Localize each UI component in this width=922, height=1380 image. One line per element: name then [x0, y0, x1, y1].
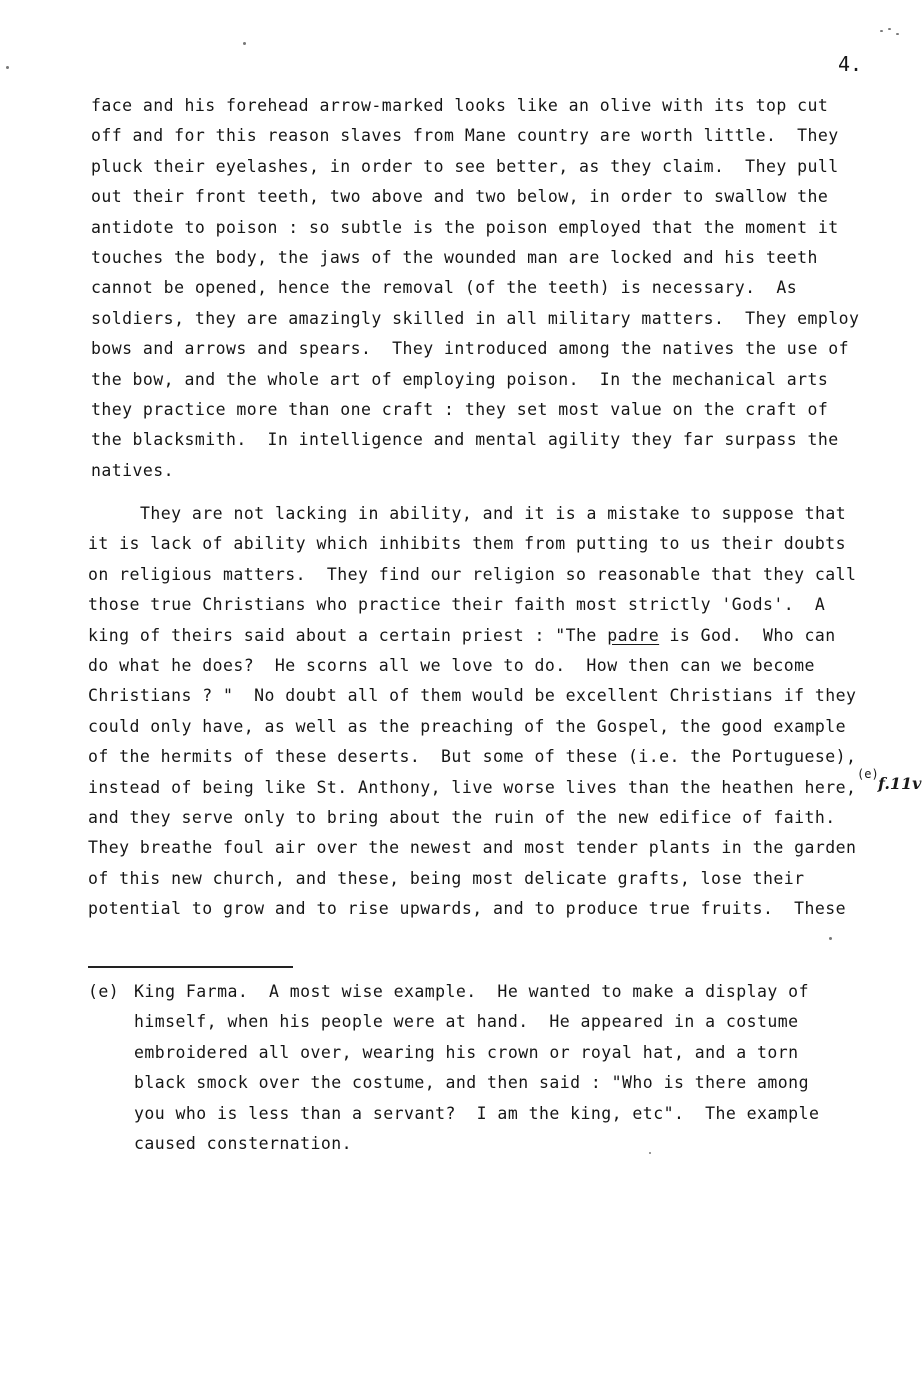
text-line: antidote to poison : so subtle is the poison employed that the moment it	[91, 217, 839, 237]
text-line: bows and arrows and spears. They introduced among the natives the use of	[91, 339, 850, 359]
text-line: it is lack of ability which inhibits them from putting to us their doubts	[88, 534, 847, 554]
scan-speck	[829, 937, 832, 940]
text-line: natives.	[91, 460, 175, 480]
scan-speck	[243, 42, 246, 45]
text-line: soldiers, they are amazingly skilled in all military matters. They employ	[91, 308, 860, 328]
margin-annotation: f.11v	[878, 774, 922, 793]
text-line: out their front teeth, two above and two below, in order to swallow the	[91, 187, 829, 207]
text-line: those true Christians who practice their faith most strictly 'Gods'. A	[88, 595, 826, 615]
text-line: off and for this reason slaves from Mane country are worth little. They	[91, 126, 839, 146]
footnote-rule	[88, 966, 293, 968]
text-line: of the hermits of these deserts. But some of these (i.e. the Portuguese),	[88, 747, 857, 767]
text-line: they practice more than one craft : they set most value on the craft of	[91, 400, 829, 419]
text-line: of this new church, and these, being most delicate grafts, lose their	[88, 868, 805, 888]
scan-speck	[896, 33, 899, 35]
page-number: 4.	[838, 52, 863, 76]
footnote-line: you who is less than a servant? I am the king, etc". The example	[134, 1103, 820, 1123]
scan-speck	[649, 1152, 651, 1154]
text-line: do what he does? He scorns all we love to do. How then can we become	[88, 656, 815, 675]
text-line: on religious matters. They find our religion so reasonable that they call	[88, 564, 857, 584]
footnote-reference: (e)	[857, 767, 879, 781]
text-line: the bow, and the whole art of employing poison. In the mechanical arts	[91, 369, 829, 389]
text-line: potential to grow and to rise upwards, and to produce true fruits. These	[88, 899, 847, 919]
text-line: instead of being like St. Anthony, live worse lives than the heathen here,	[88, 777, 857, 797]
text-line: face and his forehead arrow-marked looks like an olive with its top cut	[91, 96, 829, 115]
underlined-word: padre	[607, 625, 660, 645]
footnote-line: caused consternation.	[134, 1134, 353, 1153]
text-line: touches the body, the jaws of the wounded man are locked and his teeth	[91, 248, 818, 267]
footnote-line: King Farma. A most wise example. He wanted to make a display of	[134, 982, 809, 1001]
footnote-line: embroidered all over, wearing his crown or royal hat, and a torn	[134, 1042, 799, 1062]
text-line: king of theirs said about a certain priest : "The padre is God. Who can	[88, 625, 836, 645]
scan-speck	[888, 28, 891, 30]
footnote-marker: (e)	[88, 982, 120, 1001]
text-line: They breathe foul air over the newest and most tender plants in the garden	[88, 838, 857, 858]
text-line: They are not lacking in ability, and it is a mistake to suppose that	[140, 504, 847, 523]
text-line: and they serve only to bring about the ruin of the new edifice of faith.	[88, 808, 836, 827]
text-line: cannot be opened, hence the removal (of the teeth) is necessary. As	[91, 278, 798, 298]
scan-speck	[6, 66, 9, 69]
scan-speck	[880, 30, 883, 32]
footnote-line: himself, when his people were at hand. He appeared in a costume	[134, 1012, 799, 1032]
text-line: could only have, as well as the preaching of the Gospel, the good example	[88, 716, 847, 736]
text-line: the blacksmith. In intelligence and mental agility they far surpass the	[91, 430, 839, 450]
text-line: pluck their eyelashes, in order to see better, as they claim. They pull	[91, 156, 839, 176]
footnote-line: black smock over the costume, and then said : "Who is there among	[134, 1073, 809, 1093]
text-line: Christians ? " No doubt all of them would be excellent Christians if they	[88, 686, 857, 706]
